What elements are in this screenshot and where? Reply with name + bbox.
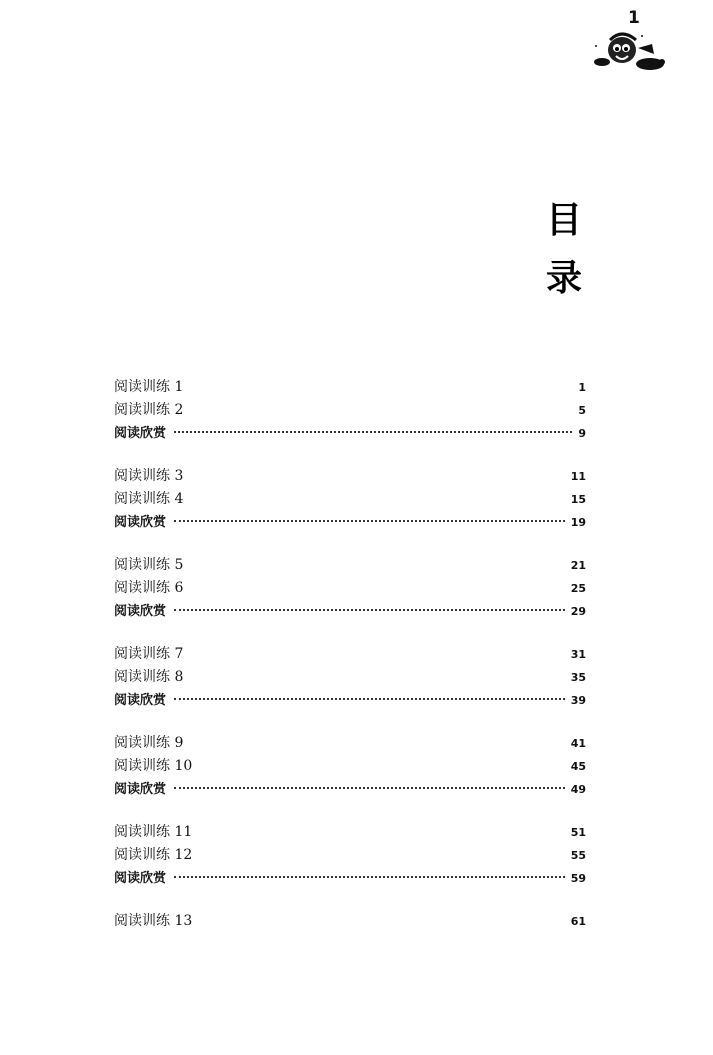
toc-entry-label: 阅读欣赏 xyxy=(114,871,167,886)
toc-entry-page-number: 21 xyxy=(570,559,586,572)
toc-entry[interactable] xyxy=(114,399,586,422)
toc-entry-label: 阅读训练 11 xyxy=(114,824,193,840)
toc-entry-label: 阅读训练 8 xyxy=(114,669,184,685)
toc-group xyxy=(114,821,586,890)
toc-entry[interactable] xyxy=(114,778,586,801)
toc-entry-label: 阅读欣赏 xyxy=(114,782,167,797)
toc-entry-label: 阅读训练 6 xyxy=(114,580,184,596)
toc-entry-label: 阅读训练 10 xyxy=(114,758,193,774)
dot-leader xyxy=(174,698,565,700)
toc-entry-page-number: 45 xyxy=(570,760,586,773)
toc-entry-page-number: 41 xyxy=(570,737,586,750)
toc-entry-page-number: 35 xyxy=(570,671,586,684)
toc-group xyxy=(114,910,586,933)
dot-leader xyxy=(174,876,565,878)
toc-group xyxy=(114,643,586,712)
toc-group xyxy=(114,732,586,801)
page-title xyxy=(540,192,588,308)
toc-entry[interactable] xyxy=(114,488,586,511)
toc-entry-page-number: 9 xyxy=(578,427,586,440)
toc-entry-label: 阅读欣赏 xyxy=(114,693,167,708)
dot-leader xyxy=(174,609,565,611)
page-number: 1 xyxy=(628,8,640,28)
dot-leader xyxy=(174,787,565,789)
toc-entry-label: 阅读训练 1 xyxy=(114,379,184,395)
dot-leader xyxy=(174,431,572,433)
toc-entry-label: 阅读欣赏 xyxy=(114,515,167,530)
toc-entry[interactable] xyxy=(114,577,586,600)
toc-entry[interactable] xyxy=(114,732,586,755)
toc-entry[interactable] xyxy=(114,844,586,867)
toc-entry-label: 阅读训练 13 xyxy=(114,913,193,929)
toc-entry-page-number: 31 xyxy=(570,648,586,661)
toc-entry[interactable] xyxy=(114,422,586,445)
toc-entry-label: 阅读训练 9 xyxy=(114,735,184,751)
toc-entry[interactable] xyxy=(114,600,586,623)
toc-entry-label: 阅读欣赏 xyxy=(114,426,167,441)
table-of-contents xyxy=(114,376,586,953)
toc-entry-page-number: 51 xyxy=(570,826,586,839)
dot-leader xyxy=(174,520,565,522)
toc-entry[interactable] xyxy=(114,376,586,399)
toc-entry-page-number: 5 xyxy=(578,404,586,417)
toc-entry-label: 阅读训练 7 xyxy=(114,646,184,662)
cartoon-mascot-icon xyxy=(592,26,674,74)
toc-entry[interactable] xyxy=(114,666,586,689)
title-char-1: 目 xyxy=(545,200,582,241)
toc-entry-page-number: 29 xyxy=(570,605,586,618)
toc-entry-page-number: 49 xyxy=(570,783,586,796)
toc-entry-label: 阅读训练 3 xyxy=(114,468,184,484)
toc-entry[interactable] xyxy=(114,465,586,488)
toc-entry[interactable] xyxy=(114,554,586,577)
toc-entry-page-number: 1 xyxy=(578,381,586,394)
toc-entry-label: 阅读欣赏 xyxy=(114,604,167,619)
toc-entry-page-number: 19 xyxy=(570,516,586,529)
toc-entry-label: 阅读训练 12 xyxy=(114,847,193,863)
toc-entry-label: 阅读训练 2 xyxy=(114,402,184,418)
toc-group xyxy=(114,376,586,445)
toc-entry[interactable] xyxy=(114,643,586,666)
toc-entry-page-number: 61 xyxy=(570,915,586,928)
toc-entry-page-number: 25 xyxy=(570,582,586,595)
toc-entry[interactable] xyxy=(114,511,586,534)
toc-entry[interactable] xyxy=(114,689,586,712)
toc-entry-label: 阅读训练 5 xyxy=(114,557,184,573)
toc-entry[interactable] xyxy=(114,910,586,933)
toc-entry-page-number: 39 xyxy=(570,694,586,707)
toc-entry-page-number: 59 xyxy=(570,872,586,885)
toc-entry-page-number: 11 xyxy=(570,470,586,483)
toc-entry[interactable] xyxy=(114,755,586,778)
toc-group xyxy=(114,554,586,623)
toc-entry[interactable] xyxy=(114,821,586,844)
toc-group xyxy=(114,465,586,534)
toc-entry-label: 阅读训练 4 xyxy=(114,491,184,507)
toc-entry[interactable] xyxy=(114,867,586,890)
title-char-2: 录 xyxy=(545,258,582,299)
toc-entry-page-number: 15 xyxy=(570,493,586,506)
toc-entry-page-number: 55 xyxy=(570,849,586,862)
